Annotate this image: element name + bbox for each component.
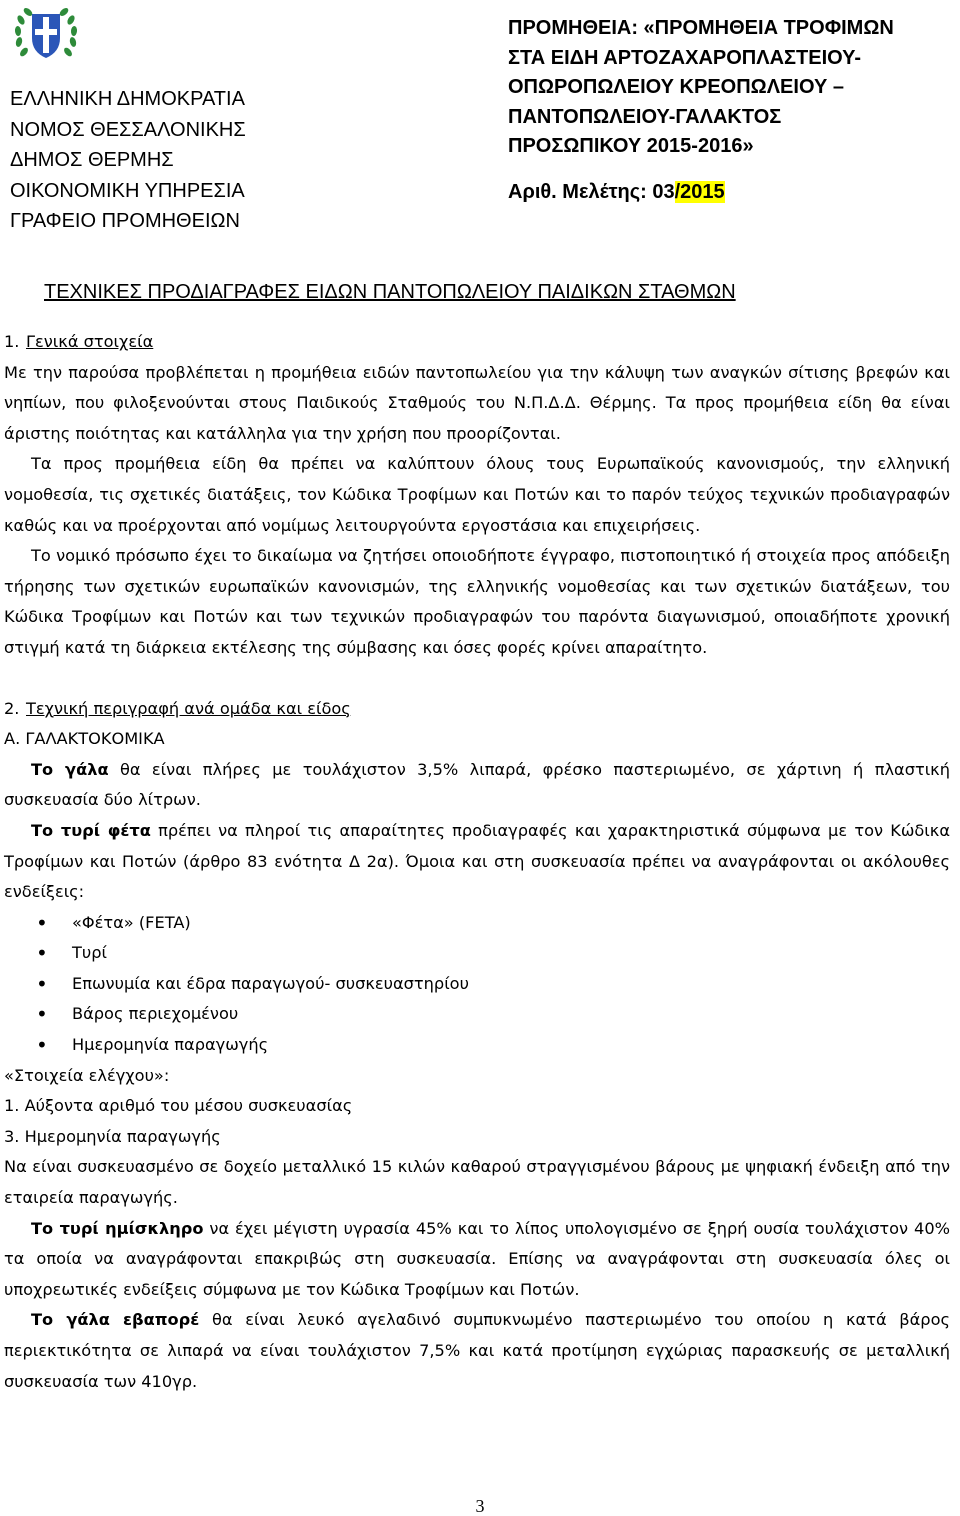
item-name: Το τυρί φέτα (31, 820, 151, 840)
paragraph-semihard (4, 1214, 950, 1306)
control-item: 3. Ημερομηνία παραγωγής (4, 1126, 221, 1146)
issuer-line: ΟΙΚΟΝΟΜΙΚΗ ΥΠΗΡΕΣΙΑ (10, 179, 245, 202)
issuer-line: ΔΗΜΟΣ ΘΕΡΜΗΣ (10, 149, 174, 171)
paragraph-feta (4, 816, 950, 908)
item-text: πρέπει να πληροί τις απαραίτητες προδιαγραφές και χαρακτηριστικά σύμφωνα με τον Κώδικα Τροφίμων και Ποτών (άρθρο 83 ενότητα Δ 2α). Όμοια και στη συσκευασία πρέπει να αναγράφονται οι ακόλουθες ενδείξεις: (4, 820, 950, 902)
section-heading (4, 327, 950, 358)
list-item: • Επωνυμία και έδρα παραγωγού- συσκευαστηρίου (4, 969, 950, 1000)
item-name: Το γάλα (31, 759, 109, 779)
list-item: • Ημερομηνία παραγωγής (4, 1030, 950, 1061)
study-number (508, 178, 948, 208)
paragraph: Το νομικό πρόσωπο έχει το δικαίωμα να ζητήσει οποιοδήποτε έγγραφο, πιστοποιητικό ή στοιχεία προς απόδειξη τήρησης των σχετικών ευρωπαϊκών κανονισμών, της ελληνικής νομοθεσίας και των σχετικών διατάξεων, του Κώδικα Τροφίμων και Ποτών και των τεχνικών προδιαγραφών του παρόντα διαγωνισμού, οποιαδήποτε χρονική στιγμή κατά τη διάρκεια εκτέλεσης της σύμβασης και όσες φορές κρίνει απαραίτητο. (4, 546, 950, 657)
section-number: 2. (4, 698, 20, 718)
group-heading: Α. ΓΑΛΑΚΤΟΚΟΜΙΚΑ (4, 729, 165, 749)
greek-emblem-icon (10, 4, 82, 66)
document-body (4, 327, 950, 1397)
page-title: ΤΕΧΝΙΚΕΣ ΠΡΟΔΙΑΓΡΑΦΕΣ ΕΙΔΩΝ ΠΑΝΤΟΠΩΛΕΙΟΥ ΠΑΙΔΙΚΩΝ ΣΤΑΘΜΩΝ (44, 281, 736, 303)
item-text: να έχει μέγιστη υγρασία 45% και το λίπος υπολογισμένο σε ξηρή ουσία τουλάχιστον 40% τα οποία να αναγράφονται επακριβώς στη συσκευασία. Επίσης να αναγράφονται στη συσκευασία όλες οι υποχρεωτικές ενδείξεις σύμφωνα με τον Κώδικα Τροφίμων και Ποτών. (4, 1218, 950, 1299)
list-item: • «Φέτα» (FETA) (4, 908, 950, 939)
spacer (4, 664, 950, 694)
section-number: 1. (4, 332, 20, 351)
supply-line: ΠΑΝΤΟΠΩΛΕΙΟΥ-ΓΑΛΑΚΤΟΣ (508, 105, 782, 128)
paragraph: Με την παρούσα προβλέπεται η προμήθεια ειδών παντοπωλείου για την κάλυψη των αναγκών σίτισης βρεφών και νηπίων, που φιλοξενούνται στους Παιδικούς Σταθμούς του Ν.Π.Δ.Δ. Θέρμης. Τα προς προμήθεια είδη θα είναι άριστης ποιότητας και κατάλληλα για την χρήση που προορίζονται. (4, 362, 950, 443)
supply-line: ΣΤΑ ΕΙΔΗ ΑΡΤΟΖΑΧΑΡΟΠΛΑΣΤΕΙΟΥ- (508, 46, 862, 69)
page-number: 3 (475, 1496, 485, 1516)
paragraph-package: Να είναι συσκευασμένο σε δοχείο μεταλλικό 15 κιλών καθαρού στραγγισμένου βάρους με ψηφιακή ένδειξη από την εταιρεία παραγωγής. (4, 1157, 950, 1208)
list-item: • Βάρος περιεχομένου (4, 999, 950, 1030)
list-item: • Τυρί (4, 938, 950, 969)
item-name: Το γάλα εβαπορέ (31, 1310, 200, 1330)
study-year-highlight: /2015 (674, 180, 725, 203)
issuer-block (10, 84, 310, 237)
supply-line: ΠΡΟΜΗΘΕΙΑ: «ΠΡΟΜΗΘΕΙΑ ΤΡΟΦΙΜΩΝ (508, 17, 894, 39)
control-label: «Στοιχεία ελέγχου»: (4, 1065, 170, 1085)
study-label: Αριθ. Μελέτης: 03 (508, 180, 675, 203)
item-text: θα είναι λευκό αγελαδινό συμπυκνωμένο παστεριωμένο του οποίου η κατά βάρος περιεκτικότητα σε λιπαρά να είναι τουλάχιστον 7,5% και κατά προτίμηση εγχώριας παρασκευής σε μεταλλική συσκευασία των 410γρ. (4, 1310, 950, 1391)
paragraph-milk (4, 755, 950, 816)
item-name: Το τυρί ημίσκληρο (31, 1218, 204, 1238)
section-title: Τεχνική περιγραφή ανά ομάδα και είδος (26, 698, 351, 718)
section-heading (4, 694, 950, 725)
issuer-line: ΓΡΑΦΕΙΟ ΠΡΟΜΗΘΕΙΩΝ (10, 210, 240, 232)
supply-block (508, 14, 948, 207)
control-item: 1. Αύξοντα αριθμό του μέσου συσκευασίας (4, 1096, 353, 1116)
paragraph-evaporated (4, 1305, 950, 1397)
issuer-line: ΕΛΛΗΝΙΚΗ ΔΗΜΟΚΡΑΤΙΑ (10, 88, 245, 110)
issuer-line: ΝΟΜΟΣ ΘΕΣΣΑΛΟΝΙΚΗΣ (10, 118, 246, 141)
paragraph: Τα προς προμήθεια είδη θα πρέπει να καλύπτουν όλους τους Ευρωπαϊκούς κανονισμούς, την ελληνική νομοθεσία, τις σχετικές διατάξεις, τον Κώδικα Τροφίμων και Ποτών και το παρόν τεύχος τεχνικών προδιαγραφών καθώς και να προέρχονται από νομίμως λειτουργούντα εργοστάσια και επιχειρήσεις. (4, 454, 950, 535)
supply-line: ΟΠΩΡΟΠΩΛΕΙΟΥ ΚΡΕΟΠΩΛΕΙΟΥ – (508, 76, 844, 98)
item-text: θα είναι πλήρες με τουλάχιστον 3,5% λιπαρά, φρέσκο παστεριωμένο, σε χάρτινη ή πλαστική συσκευασία δύο λίτρων. (4, 759, 950, 810)
label-list (4, 908, 950, 1061)
section-title: Γενικά στοιχεία (26, 332, 154, 351)
supply-line: ΠΡΟΣΩΠΙΚΟΥ 2015-2016» (508, 135, 754, 157)
